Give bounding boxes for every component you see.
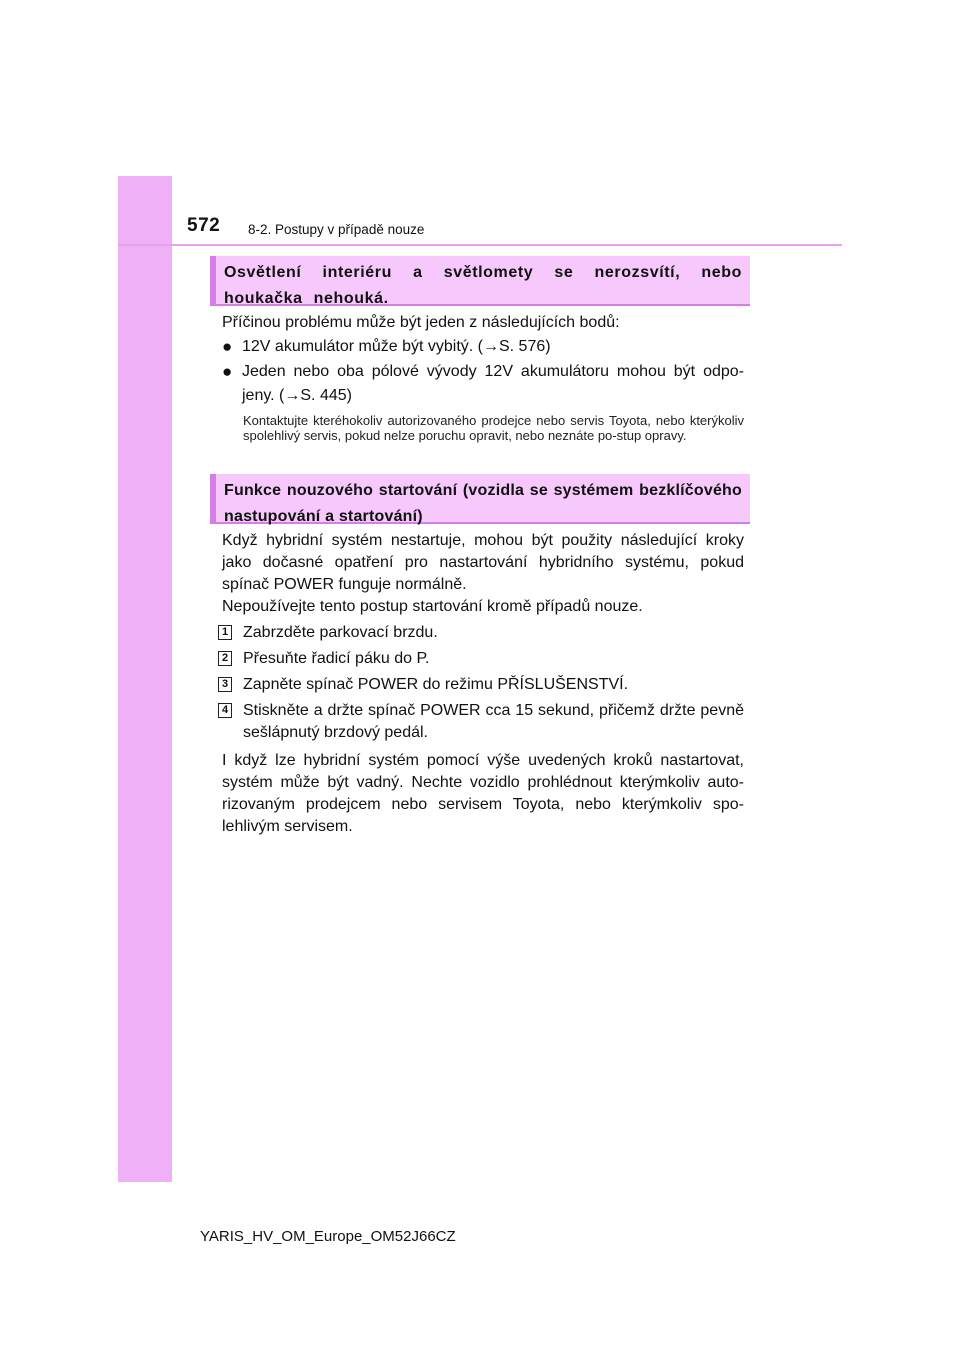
step-item xyxy=(218,674,744,696)
footer-doc-id: YARIS_HV_OM_Europe_OM52J66CZ xyxy=(200,1228,456,1245)
page-number: 572 xyxy=(187,215,221,236)
section-title: 8-2. Postupy v případě nouze xyxy=(248,222,425,237)
section2-warning: Nepoužívejte tento postup startování kromě případů nouze. xyxy=(222,598,643,615)
step-item xyxy=(218,648,744,670)
bullet-item xyxy=(222,336,744,358)
step-number-badge: 1 xyxy=(218,625,232,640)
bullet-text: 12V akumulátor může být vybitý. (→S. 576) xyxy=(242,338,551,355)
step-item xyxy=(218,700,744,744)
header-rule xyxy=(118,244,842,246)
step-text: Zapněte spínač POWER do režimu PŘÍSLUŠENSTVÍ. xyxy=(243,676,629,693)
step-text: Zabrzděte parkovací brzdu. xyxy=(243,624,438,641)
heading-emergency-start: Funkce nouzového startování (vozidla se systémem bezklíčového nastupování a startování) xyxy=(210,474,750,524)
bullet-icon: ● xyxy=(222,362,233,381)
section1-intro: Příčinou problému může být jeden z následujících bodů: xyxy=(222,314,620,331)
heading-lights-horn: Osvětlení interiéru a světlomety se nerozsvítí, nebo houkačka nehouká. xyxy=(210,256,750,306)
step-number-badge: 3 xyxy=(218,677,232,692)
side-color-band xyxy=(118,176,172,1182)
step-text: Stiskněte a držte spínač POWER cca 15 sekund, přičemž držte pevně sešlápnutý brzdový pedál. xyxy=(243,702,744,741)
step-number-badge: 4 xyxy=(218,703,232,718)
step-item xyxy=(218,622,744,644)
section2-outro: I když lze hybridní systém pomocí výše uvedených kroků nastartovat, systém může být vadný. Nechte vozidlo prohlédnout kterýmkoliv auto-rizovaným prodejcem nebo servisem Toyota, nebo kterýmkoliv spo-lehlivým servisem. xyxy=(222,752,744,835)
note-text: Kontaktujte kteréhokoliv autorizovaného prodejce nebo servis Toyota, nebo kterýkoliv spolehlivý servis, pokud nelze poruchu opravit, nebo neznáte po-stup opravy. xyxy=(243,413,744,443)
step-number-badge: 2 xyxy=(218,651,232,666)
bullet-item xyxy=(222,360,744,408)
section2-intro: Když hybridní systém nestartuje, mohou být použity následující kroky jako dočasné opatření pro nastartování hybridního systému, pokud spínač POWER funguje normálně. xyxy=(222,532,744,593)
step-text: Přesuňte řadicí páku do P. xyxy=(243,650,430,667)
bullet-icon: ● xyxy=(222,337,233,356)
bullet-text: Jeden nebo oba pólové vývody 12V akumulátoru mohou být odpo-jeny. (→S. 445) xyxy=(242,363,744,404)
